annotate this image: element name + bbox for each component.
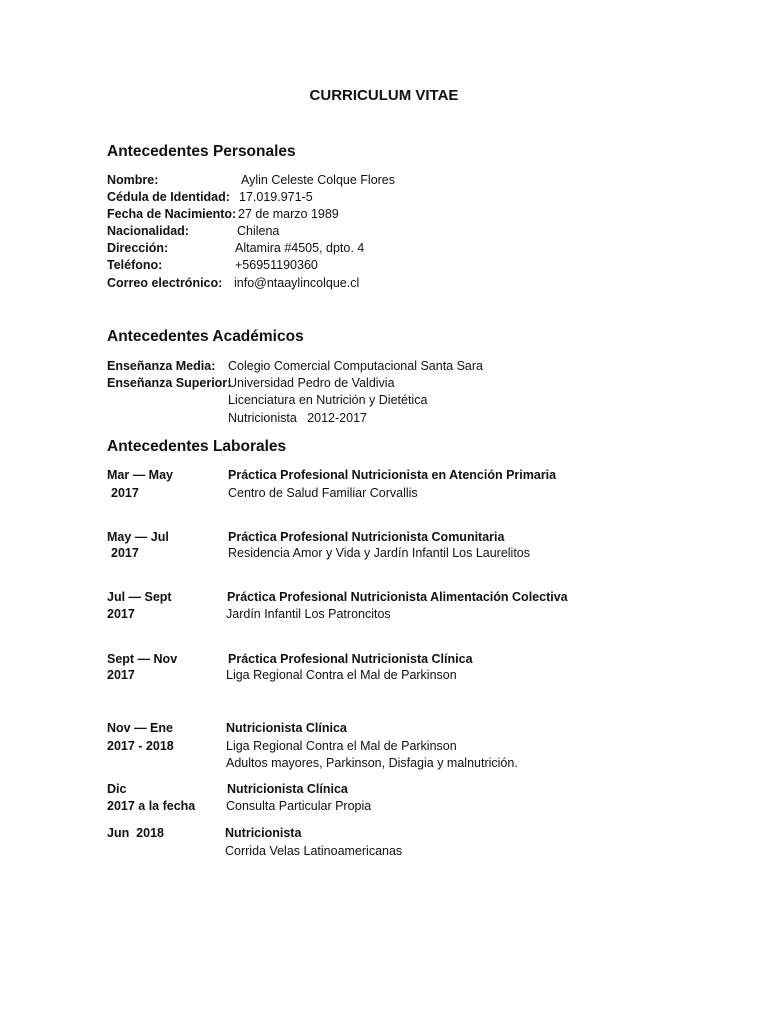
field-label-media: Enseñanza Media: (107, 359, 216, 373)
job-date-end: 2017 (111, 546, 139, 560)
field-value-media: Colegio Comercial Computacional Santa Sara (228, 359, 483, 373)
field-value-superior-degree: Licenciatura en Nutrición y Dietética (228, 393, 428, 407)
job-date-start: Jun 2018 (107, 826, 164, 840)
field-value-superior-university: Universidad Pedro de Valdivia (228, 376, 395, 390)
field-label-telefono: Teléfono: (107, 258, 163, 272)
job-detail: Adultos mayores, Parkinson, Disfagia y malnutrición. (226, 756, 518, 770)
field-label-nacionalidad: Nacionalidad: (107, 224, 189, 238)
job-date-end: 2017 a la fecha (107, 799, 196, 813)
section-heading-personal: Antecedentes Personales (107, 143, 296, 160)
field-label-direccion: Dirección: (107, 241, 169, 255)
field-label-correo: Correo electrónico: (107, 276, 223, 290)
job-place: Corrida Velas Latinoamericanas (225, 844, 403, 858)
job-title: Práctica Profesional Nutricionista Alimentación Colectiva (227, 590, 568, 604)
field-label-nombre: Nombre: (107, 173, 159, 187)
job-place: Liga Regional Contra el Mal de Parkinson (226, 739, 457, 753)
job-place: Liga Regional Contra el Mal de Parkinson (226, 668, 457, 682)
job-title: Nutricionista Clínica (227, 782, 348, 796)
field-value-nacionalidad: Chilena (237, 224, 280, 238)
job-date-end: 2017 (111, 486, 139, 500)
job-date-end: 2017 (107, 668, 135, 682)
job-date-start: Dic (107, 782, 127, 796)
job-place: Centro de Salud Familiar Corvallis (228, 486, 418, 500)
field-value-fecha: 27 de marzo 1989 (238, 207, 339, 221)
job-title: Práctica Profesional Nutricionista Comunitaria (228, 530, 505, 544)
field-label-fecha: Fecha de Nacimiento: (107, 207, 237, 221)
job-place: Residencia Amor y Vida y Jardín Infantil Los Laurelitos (228, 546, 531, 560)
field-value-direccion: Altamira #4505, dpto. 4 (235, 241, 365, 255)
job-title: Práctica Profesional Nutricionista en Atención Primaria (228, 468, 557, 482)
job-title: Nutricionista Clínica (226, 721, 347, 735)
job-title: Práctica Profesional Nutricionista Clínica (228, 652, 473, 666)
job-date-start: Nov — Ene (107, 721, 173, 735)
field-label-cedula: Cédula de Identidad: (107, 190, 230, 204)
field-label-superior: Enseñanza Superior: (107, 376, 232, 390)
job-title: Nutricionista (225, 826, 302, 840)
field-value-nombre: Aylin Celeste Colque Flores (241, 173, 396, 187)
field-value-telefono: +56951190360 (235, 258, 318, 272)
job-place: Consulta Particular Propia (226, 799, 372, 813)
section-heading-academic: Antecedentes Académicos (107, 328, 304, 345)
document-title: CURRICULUM VITAE (309, 87, 459, 104)
job-date-start: Sept — Nov (107, 652, 178, 666)
job-place: Jardín Infantil Los Patroncitos (226, 607, 391, 621)
job-date-start: Jul — Sept (107, 590, 172, 604)
section-heading-work: Antecedentes Laborales (107, 438, 287, 455)
field-value-superior-title: Nutricionista 2012-2017 (228, 411, 367, 425)
field-value-correo: info@ntaaylincolque.cl (234, 276, 360, 290)
job-date-end: 2017 - 2018 (107, 739, 174, 753)
job-date-start: Mar — May (107, 468, 173, 482)
job-date-start: May — Jul (107, 530, 169, 544)
field-value-cedula: 17.019.971-5 (239, 190, 313, 204)
job-date-end: 2017 (107, 607, 135, 621)
